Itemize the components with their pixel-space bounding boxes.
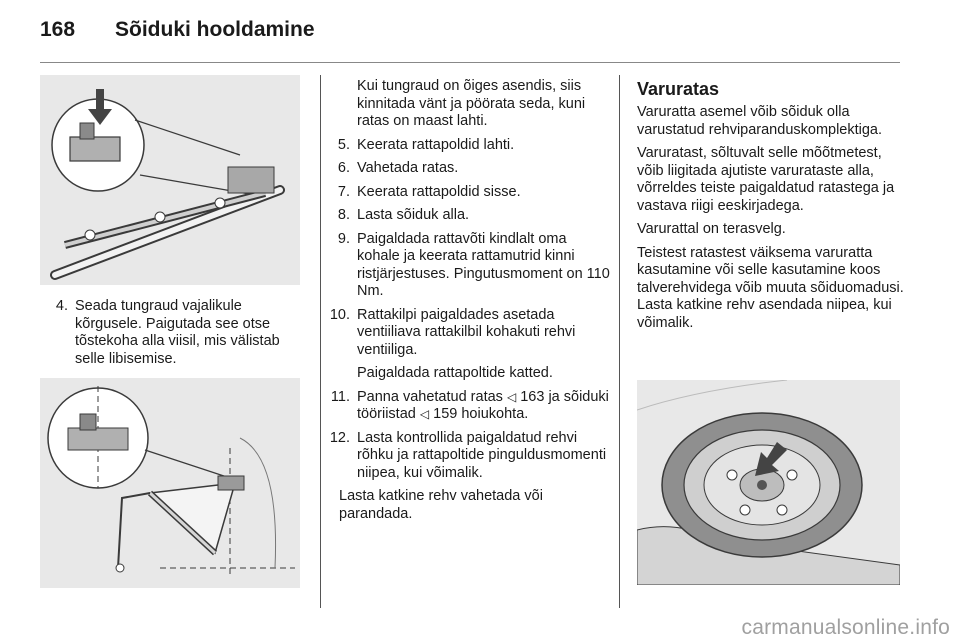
step-text: Paigaldada rattapoltide katted.: [357, 365, 553, 381]
step-text: Keerata rattapoldid lahti.: [357, 136, 515, 153]
step-8: [322, 207, 612, 225]
step-number: 10.: [329, 306, 350, 323]
step-12: [322, 430, 612, 483]
page-ref-link[interactable]: 163: [520, 388, 545, 405]
header-rule: [40, 62, 900, 63]
step-text-part: hoiukohta.: [457, 406, 529, 422]
step-number: 7.: [337, 183, 350, 200]
column-divider-left: [320, 75, 321, 608]
step-10: [322, 307, 612, 360]
step-text: Keerata rattapoldid sisse.: [357, 183, 521, 200]
jack-placement-illustration: [40, 378, 300, 588]
page-number: 168: [40, 18, 76, 41]
col3-content: [637, 78, 905, 338]
section-heading-spare-wheel: Varuratas: [637, 79, 720, 99]
step-text: [357, 389, 612, 424]
page-title: Sõiduki hooldamine: [115, 18, 315, 41]
step-text: Lasta kontrollida paigaldatud rehvi rõhku ja rattapoltide pinguldusmomenti niipea, kui võimalik.: [357, 429, 607, 481]
col1-steps: [40, 298, 302, 374]
step-number: 6.: [337, 160, 350, 176]
step-5: [322, 137, 612, 155]
page-ref-icon: ◁: [419, 407, 430, 421]
step-number: 5.: [337, 136, 350, 153]
spare-wheel-paragraph: Varuratta asemel võib sõiduk olla varustatud rehviparanduskomplektiga.: [637, 104, 883, 138]
spare-wheel-illustration: [637, 380, 900, 585]
spare-wheel-paragraph: Varuratast, sõltuvalt selle mõõtmetest, võib liigitada ajutiste varurataste alla, võrreldes teiste paigaldatud ratastega ja vastava riigi eeskirjadega.: [637, 145, 895, 214]
step-text: Vahetada ratas.: [357, 160, 459, 176]
column-divider-right: [619, 75, 620, 608]
jack-closeup-illustration: [40, 75, 300, 285]
page-ref-icon: ◁: [506, 389, 517, 404]
page-ref-link[interactable]: 159: [433, 406, 458, 422]
step-text: Paigaldada rattavõti kindlalt oma kohale ja keerata rattamutrid kinni ristjärjestuses. Pingutusmoment on 110 Nm.: [357, 230, 610, 299]
step-4: [40, 298, 302, 368]
step-number: 12.: [329, 429, 350, 446]
step-text-part: ja sõiduki tööriistad: [357, 388, 609, 422]
watermark: carmanualsonline.info: [741, 616, 950, 639]
step-7: [322, 184, 612, 202]
closing-note: Lasta katkine rehv vahetada või parandada.: [339, 488, 543, 522]
col2-steps: [322, 137, 612, 483]
step-number: 4.: [55, 298, 68, 314]
step-continuation: Kui tungraud on õiges asendis, siis kinnitada vänt ja pöörata seda, kuni ratas on maast lahti.: [357, 78, 586, 129]
step-text: Lasta sõiduk alla.: [357, 207, 470, 223]
step-11: [322, 389, 612, 424]
step-number: 8.: [337, 207, 350, 223]
spare-wheel-drawing: [637, 380, 900, 585]
step-6: [322, 160, 612, 178]
spare-wheel-paragraph: Varurattal on terasvelg.: [637, 221, 786, 237]
step-number: 11.: [330, 388, 350, 405]
spare-wheel-paragraph: Teistest ratastest väiksema varuratta kasutamine või selle kasutamine koos talverehvidega võib muuta sõiduomadusi. Lasta katkine rehv asendada niipea, kui võimalik.: [637, 244, 904, 331]
step-text-part: Panna vahetatud ratas: [357, 388, 507, 405]
jack-closeup-drawing: [40, 75, 300, 285]
step-9: [322, 231, 612, 301]
step-10-sub: [322, 365, 612, 383]
step-text: Rattakilpi paigaldades asetada ventiiliava rattakilbil kohakuti rehvi ventiiliga.: [357, 306, 576, 358]
step-number: 9.: [337, 230, 350, 247]
step-text: Seada tungraud vajalikule kõrgusele. Paigutada see otse tõstekoha alla viisil, mis välistab selle libisemise.: [75, 298, 280, 367]
col2-content: [322, 78, 612, 529]
jack-placement-drawing: [40, 378, 300, 588]
